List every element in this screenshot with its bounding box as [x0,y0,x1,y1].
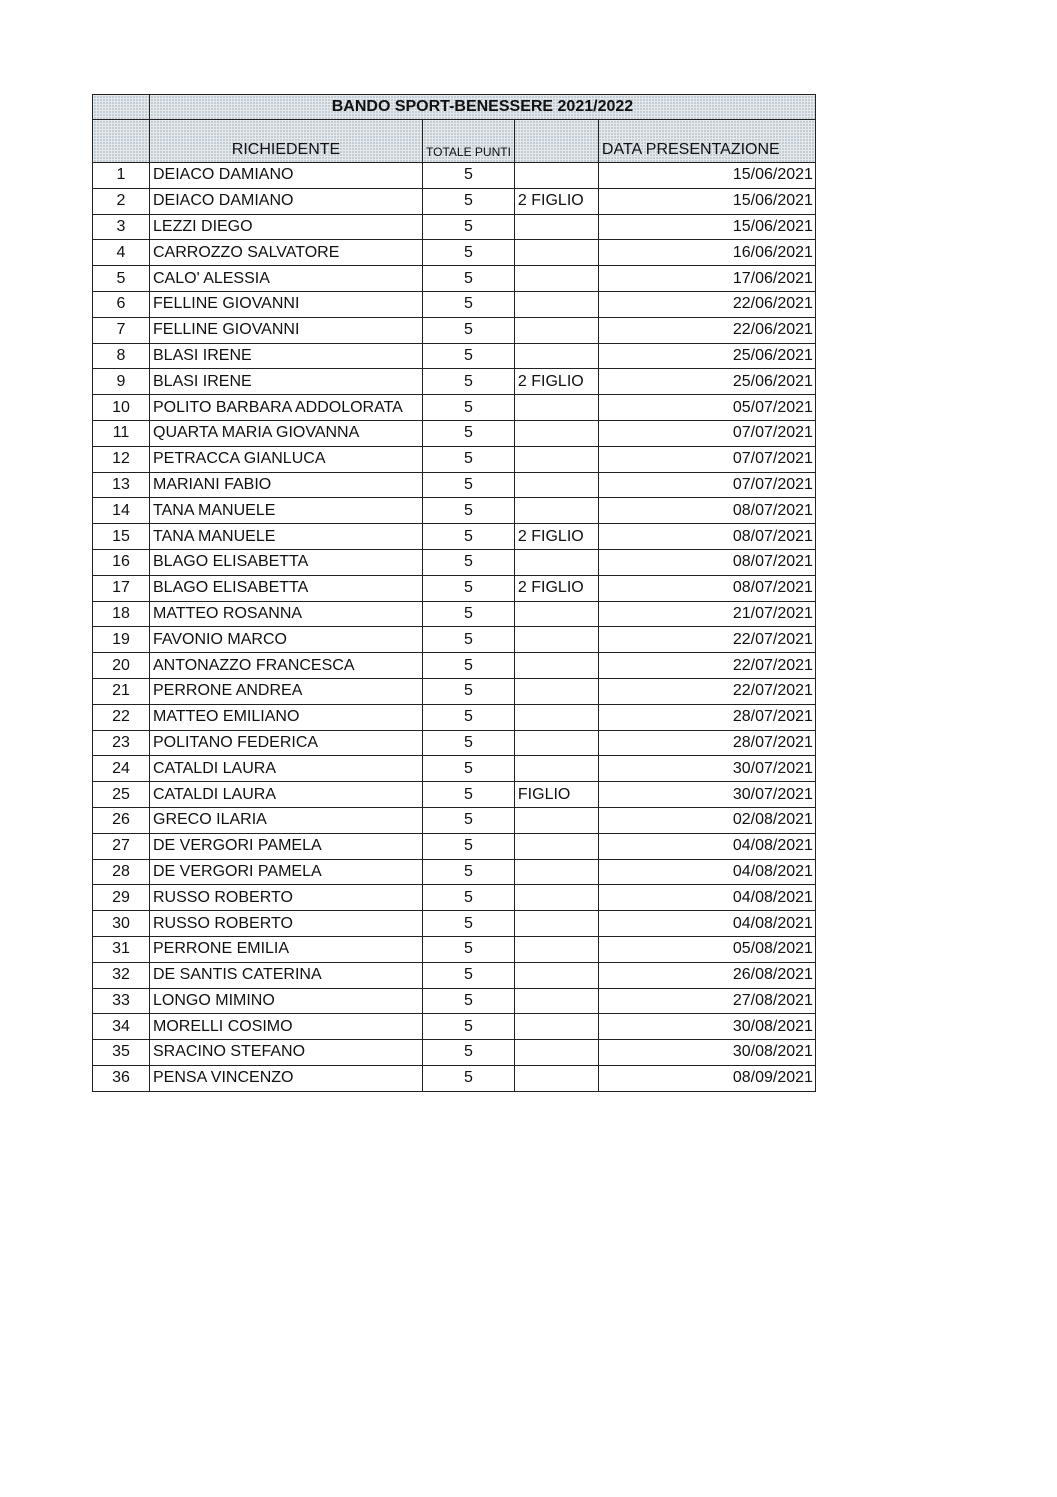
row-number: 12 [93,446,150,472]
row-totale-punti: 5 [423,266,515,292]
table-row [93,524,816,550]
row-number: 20 [93,653,150,679]
row-richiedente: FELLINE GIOVANNI [150,317,423,343]
row-number: 15 [93,524,150,550]
row-data-presentazione: 08/07/2021 [598,524,815,550]
table-row [93,163,816,189]
row-totale-punti: 5 [423,291,515,317]
row-richiedente: DEIACO DAMIANO [150,163,423,189]
row-number: 10 [93,395,150,421]
table-row [93,266,816,292]
row-data-presentazione: 30/08/2021 [598,1040,815,1066]
table-row [93,911,816,937]
row-data-presentazione: 08/07/2021 [598,498,815,524]
table-row [93,240,816,266]
row-number: 34 [93,1014,150,1040]
row-totale-punti: 5 [423,833,515,859]
row-totale-punti: 5 [423,317,515,343]
row-data-presentazione: 28/07/2021 [598,730,815,756]
row-richiedente: RUSSO ROBERTO [150,911,423,937]
row-richiedente: DE SANTIS CATERINA [150,962,423,988]
header-row [93,120,816,163]
row-number: 28 [93,859,150,885]
row-note [514,1065,598,1091]
row-data-presentazione: 05/08/2021 [598,936,815,962]
row-number: 21 [93,678,150,704]
row-number: 25 [93,782,150,808]
row-number: 7 [93,317,150,343]
row-totale-punti: 5 [423,859,515,885]
row-totale-punti: 5 [423,601,515,627]
row-totale-punti: 5 [423,163,515,189]
row-richiedente: PETRACCA GIANLUCA [150,446,423,472]
row-richiedente: ANTONAZZO FRANCESCA [150,653,423,679]
row-richiedente: RUSSO ROBERTO [150,885,423,911]
row-richiedente: DEIACO DAMIANO [150,188,423,214]
row-data-presentazione: 30/08/2021 [598,1014,815,1040]
row-note [514,240,598,266]
row-data-presentazione: 30/07/2021 [598,782,815,808]
table-row [93,343,816,369]
table-row [93,730,816,756]
row-richiedente: BLAGO ELISABETTA [150,575,423,601]
row-note: 2 FIGLIO [514,188,598,214]
row-number: 22 [93,704,150,730]
row-data-presentazione: 22/07/2021 [598,653,815,679]
row-totale-punti: 5 [423,524,515,550]
row-number: 3 [93,214,150,240]
row-totale-punti: 5 [423,446,515,472]
row-richiedente: SRACINO STEFANO [150,1040,423,1066]
table-row [93,782,816,808]
row-number: 17 [93,575,150,601]
row-data-presentazione: 04/08/2021 [598,833,815,859]
row-totale-punti: 5 [423,498,515,524]
row-totale-punti: 5 [423,936,515,962]
row-number: 13 [93,472,150,498]
table-row [93,988,816,1014]
table-row [93,498,816,524]
table-row [93,188,816,214]
row-note [514,343,598,369]
row-number: 14 [93,498,150,524]
row-data-presentazione: 07/07/2021 [598,420,815,446]
row-richiedente: PERRONE ANDREA [150,678,423,704]
row-richiedente: PENSA VINCENZO [150,1065,423,1091]
row-data-presentazione: 30/07/2021 [598,756,815,782]
table-row [93,601,816,627]
row-data-presentazione: 22/07/2021 [598,678,815,704]
row-richiedente: BLASI IRENE [150,369,423,395]
row-number: 35 [93,1040,150,1066]
row-data-presentazione: 05/07/2021 [598,395,815,421]
row-note [514,678,598,704]
row-note [514,214,598,240]
row-note [514,730,598,756]
corner-cell [93,95,150,120]
row-data-presentazione: 15/06/2021 [598,163,815,189]
row-note [514,446,598,472]
row-number: 27 [93,833,150,859]
row-richiedente: CARROZZO SALVATORE [150,240,423,266]
row-data-presentazione: 27/08/2021 [598,988,815,1014]
row-totale-punti: 5 [423,678,515,704]
row-totale-punti: 5 [423,1040,515,1066]
row-data-presentazione: 04/08/2021 [598,885,815,911]
row-totale-punti: 5 [423,704,515,730]
row-note [514,291,598,317]
row-number: 36 [93,1065,150,1091]
row-totale-punti: 5 [423,369,515,395]
row-richiedente: DE VERGORI PAMELA [150,833,423,859]
row-note: FIGLIO [514,782,598,808]
row-data-presentazione: 22/07/2021 [598,627,815,653]
row-totale-punti: 5 [423,911,515,937]
row-note [514,653,598,679]
row-number: 16 [93,549,150,575]
row-totale-punti: 5 [423,188,515,214]
row-totale-punti: 5 [423,885,515,911]
row-note: 2 FIGLIO [514,575,598,601]
row-richiedente: GRECO ILARIA [150,807,423,833]
row-data-presentazione: 08/09/2021 [598,1065,815,1091]
row-note [514,1040,598,1066]
row-number: 31 [93,936,150,962]
row-richiedente: POLITANO FEDERICA [150,730,423,756]
row-number: 32 [93,962,150,988]
row-data-presentazione: 07/07/2021 [598,446,815,472]
table-row [93,704,816,730]
row-data-presentazione: 21/07/2021 [598,601,815,627]
row-richiedente: BLASI IRENE [150,343,423,369]
row-number: 6 [93,291,150,317]
row-note [514,936,598,962]
row-number: 18 [93,601,150,627]
row-number: 8 [93,343,150,369]
table-row [93,1065,816,1091]
row-richiedente: BLAGO ELISABETTA [150,549,423,575]
row-richiedente: MARIANI FABIO [150,472,423,498]
row-number: 23 [93,730,150,756]
row-data-presentazione: 15/06/2021 [598,214,815,240]
header-note [514,120,598,163]
row-note [514,549,598,575]
row-number: 4 [93,240,150,266]
table-row [93,369,816,395]
row-data-presentazione: 16/06/2021 [598,240,815,266]
row-note [514,163,598,189]
row-data-presentazione: 07/07/2021 [598,472,815,498]
row-totale-punti: 5 [423,756,515,782]
row-totale-punti: 5 [423,472,515,498]
row-data-presentazione: 15/06/2021 [598,188,815,214]
row-number: 24 [93,756,150,782]
header-index-cell [93,120,150,163]
applicants-table [92,94,816,1092]
row-totale-punti: 5 [423,988,515,1014]
row-note: 2 FIGLIO [514,369,598,395]
row-richiedente: TANA MANUELE [150,498,423,524]
row-totale-punti: 5 [423,730,515,756]
table-row [93,627,816,653]
row-note [514,885,598,911]
row-note [514,472,598,498]
header-totale-punti: TOTALE PUNTI [423,120,515,163]
row-number: 11 [93,420,150,446]
row-richiedente: POLITO BARBARA ADDOLORATA [150,395,423,421]
table-row [93,859,816,885]
title-row [93,95,816,120]
table-row [93,678,816,704]
row-totale-punti: 5 [423,1014,515,1040]
row-totale-punti: 5 [423,962,515,988]
row-note [514,807,598,833]
row-number: 1 [93,163,150,189]
row-richiedente: LONGO MIMINO [150,988,423,1014]
table-row [93,291,816,317]
row-note [514,627,598,653]
row-richiedente: TANA MANUELE [150,524,423,550]
row-richiedente: CALO' ALESSIA [150,266,423,292]
row-note: 2 FIGLIO [514,524,598,550]
row-totale-punti: 5 [423,653,515,679]
row-note [514,1014,598,1040]
row-totale-punti: 5 [423,343,515,369]
table-row [93,549,816,575]
table-row [93,446,816,472]
row-data-presentazione: 25/06/2021 [598,369,815,395]
row-data-presentazione: 25/06/2021 [598,343,815,369]
row-number: 9 [93,369,150,395]
row-totale-punti: 5 [423,549,515,575]
row-richiedente: PERRONE EMILIA [150,936,423,962]
row-note [514,911,598,937]
row-data-presentazione: 08/07/2021 [598,575,815,601]
row-number: 5 [93,266,150,292]
table-row [93,756,816,782]
row-richiedente: MATTEO ROSANNA [150,601,423,627]
table-row [93,962,816,988]
row-data-presentazione: 26/08/2021 [598,962,815,988]
row-note [514,859,598,885]
table-row [93,833,816,859]
table-row [93,653,816,679]
row-richiedente: FELLINE GIOVANNI [150,291,423,317]
row-richiedente: LEZZI DIEGO [150,214,423,240]
row-totale-punti: 5 [423,807,515,833]
row-richiedente: CATALDI LAURA [150,782,423,808]
row-number: 26 [93,807,150,833]
row-note [514,266,598,292]
row-number: 33 [93,988,150,1014]
row-number: 2 [93,188,150,214]
row-note [514,317,598,343]
row-note [514,498,598,524]
row-data-presentazione: 17/06/2021 [598,266,815,292]
table-row [93,420,816,446]
table-row [93,575,816,601]
row-data-presentazione: 22/06/2021 [598,317,815,343]
row-totale-punti: 5 [423,395,515,421]
table-title: BANDO SPORT-BENESSERE 2021/2022 [150,95,816,120]
row-note [514,395,598,421]
row-totale-punti: 5 [423,1065,515,1091]
table-row [93,1040,816,1066]
row-note [514,704,598,730]
row-richiedente: QUARTA MARIA GIOVANNA [150,420,423,446]
row-richiedente: DE VERGORI PAMELA [150,859,423,885]
row-number: 19 [93,627,150,653]
row-data-presentazione: 04/08/2021 [598,859,815,885]
row-data-presentazione: 02/08/2021 [598,807,815,833]
row-note [514,420,598,446]
table-row [93,317,816,343]
table-row [93,1014,816,1040]
row-note [514,756,598,782]
row-data-presentazione: 28/07/2021 [598,704,815,730]
header-data-presentazione: DATA PRESENTAZIONE [598,120,815,163]
row-note [514,988,598,1014]
table-row [93,936,816,962]
row-richiedente: MATTEO EMILIANO [150,704,423,730]
row-note [514,601,598,627]
row-totale-punti: 5 [423,575,515,601]
row-richiedente: MORELLI COSIMO [150,1014,423,1040]
header-richiedente: RICHIEDENTE [150,120,423,163]
row-data-presentazione: 08/07/2021 [598,549,815,575]
row-totale-punti: 5 [423,627,515,653]
row-totale-punti: 5 [423,240,515,266]
row-totale-punti: 5 [423,420,515,446]
row-note [514,962,598,988]
row-richiedente: CATALDI LAURA [150,756,423,782]
row-totale-punti: 5 [423,214,515,240]
row-note [514,833,598,859]
table-row [93,214,816,240]
row-data-presentazione: 22/06/2021 [598,291,815,317]
row-number: 30 [93,911,150,937]
row-richiedente: FAVONIO MARCO [150,627,423,653]
table-row [93,472,816,498]
table-row [93,395,816,421]
table-row [93,807,816,833]
row-totale-punti: 5 [423,782,515,808]
row-data-presentazione: 04/08/2021 [598,911,815,937]
row-number: 29 [93,885,150,911]
table-row [93,885,816,911]
